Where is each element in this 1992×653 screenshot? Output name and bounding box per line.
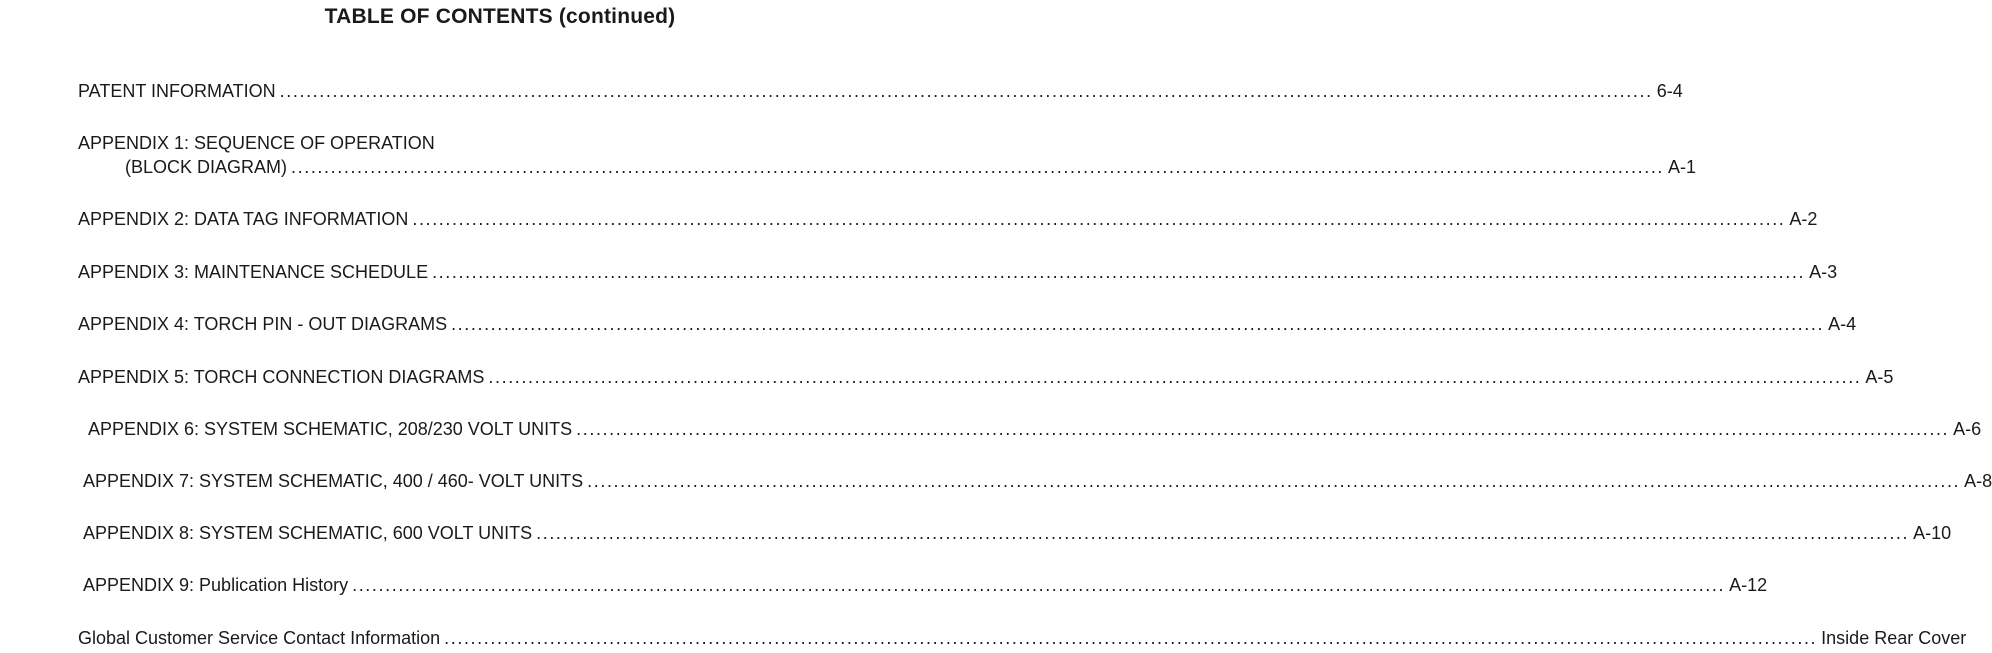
dot-leader: ................................................................................................................................................................................................................ bbox=[279, 81, 1653, 101]
toc-entry-appendix-1-heading: APPENDIX 1: SEQUENCE OF OPERATION bbox=[78, 133, 435, 153]
toc-entry-page: A-12 bbox=[1729, 575, 1768, 595]
toc-entry-appendix-2[interactable] bbox=[78, 207, 1818, 231]
toc-entry-patent-information[interactable] bbox=[78, 79, 1683, 103]
dot-leader: ................................................................................................................................................................................................................ bbox=[432, 262, 1806, 282]
toc-entry-label: PATENT INFORMATION bbox=[78, 81, 276, 101]
toc-entry-label: APPENDIX 6: SYSTEM SCHEMATIC, 208/230 VOLT UNITS bbox=[88, 419, 573, 439]
toc-entry-appendix-6[interactable] bbox=[78, 417, 1982, 441]
toc-entry-appendix-5[interactable] bbox=[78, 365, 1894, 389]
toc-entry-page: A-4 bbox=[1828, 314, 1857, 334]
toc-entry-appendix-7[interactable] bbox=[78, 469, 1992, 493]
toc-entry-page: A-1 bbox=[1668, 157, 1697, 177]
toc-entry-page: A-8 bbox=[1964, 471, 1992, 491]
toc-entry-label: APPENDIX 2: DATA TAG INFORMATION bbox=[78, 209, 409, 229]
toc-entry-page: A-5 bbox=[1865, 367, 1894, 387]
toc-entry-page: A-10 bbox=[1913, 523, 1952, 543]
page-title: TABLE OF CONTENTS (continued) bbox=[324, 5, 676, 28]
toc-entry-label: APPENDIX 7: SYSTEM SCHEMATIC, 400 / 460- VOLT UNITS bbox=[83, 471, 584, 491]
toc-entry-label: APPENDIX 5: TORCH CONNECTION DIAGRAMS bbox=[78, 367, 485, 387]
toc-entry-label: Global Customer Service Contact Information bbox=[78, 628, 441, 648]
toc-entry-global-customer-service[interactable] bbox=[78, 626, 1967, 650]
toc-entry-label: APPENDIX 9: Publication History bbox=[83, 575, 349, 595]
toc-entry-label: APPENDIX 8: SYSTEM SCHEMATIC, 600 VOLT UNITS bbox=[83, 523, 533, 543]
toc-entry-appendix-9[interactable] bbox=[78, 573, 1768, 597]
toc-entry-label: APPENDIX 3: MAINTENANCE SCHEDULE bbox=[78, 262, 429, 282]
dot-leader: ................................................................................................................................................................................................................ bbox=[291, 157, 1665, 177]
toc-entry-label: (BLOCK DIAGRAM) bbox=[125, 157, 288, 177]
dot-leader: ................................................................................................................................................................................................................ bbox=[451, 314, 1825, 334]
dot-leader: ................................................................................................................................................................................................................ bbox=[352, 575, 1726, 595]
dot-leader: ................................................................................................................................................................................................................ bbox=[488, 367, 1862, 387]
dot-leader: ................................................................................................................................................................................................................ bbox=[576, 419, 1950, 439]
dot-leader: ................................................................................................................................................................................................................ bbox=[536, 523, 1910, 543]
toc-entry-page: A-3 bbox=[1809, 262, 1838, 282]
toc-entry-page: Inside Rear Cover bbox=[1821, 628, 1967, 648]
toc-entry-page: A-2 bbox=[1789, 209, 1818, 229]
toc-entry-page: A-6 bbox=[1953, 419, 1982, 439]
toc-entry-label: APPENDIX 4: TORCH PIN - OUT DIAGRAMS bbox=[78, 314, 448, 334]
dot-leader: ................................................................................................................................................................................................................ bbox=[412, 209, 1786, 229]
toc-entry-page: 6-4 bbox=[1656, 81, 1683, 101]
toc-entry-appendix-8[interactable] bbox=[78, 521, 1952, 545]
toc-entry-appendix-4[interactable] bbox=[78, 312, 1857, 336]
dot-leader: ................................................................................................................................................................................................................ bbox=[587, 471, 1961, 491]
dot-leader: ................................................................................................................................................................................................................ bbox=[444, 628, 1818, 648]
toc-entry-appendix-1[interactable] bbox=[78, 155, 1697, 179]
toc-entry-appendix-3[interactable] bbox=[78, 260, 1838, 284]
